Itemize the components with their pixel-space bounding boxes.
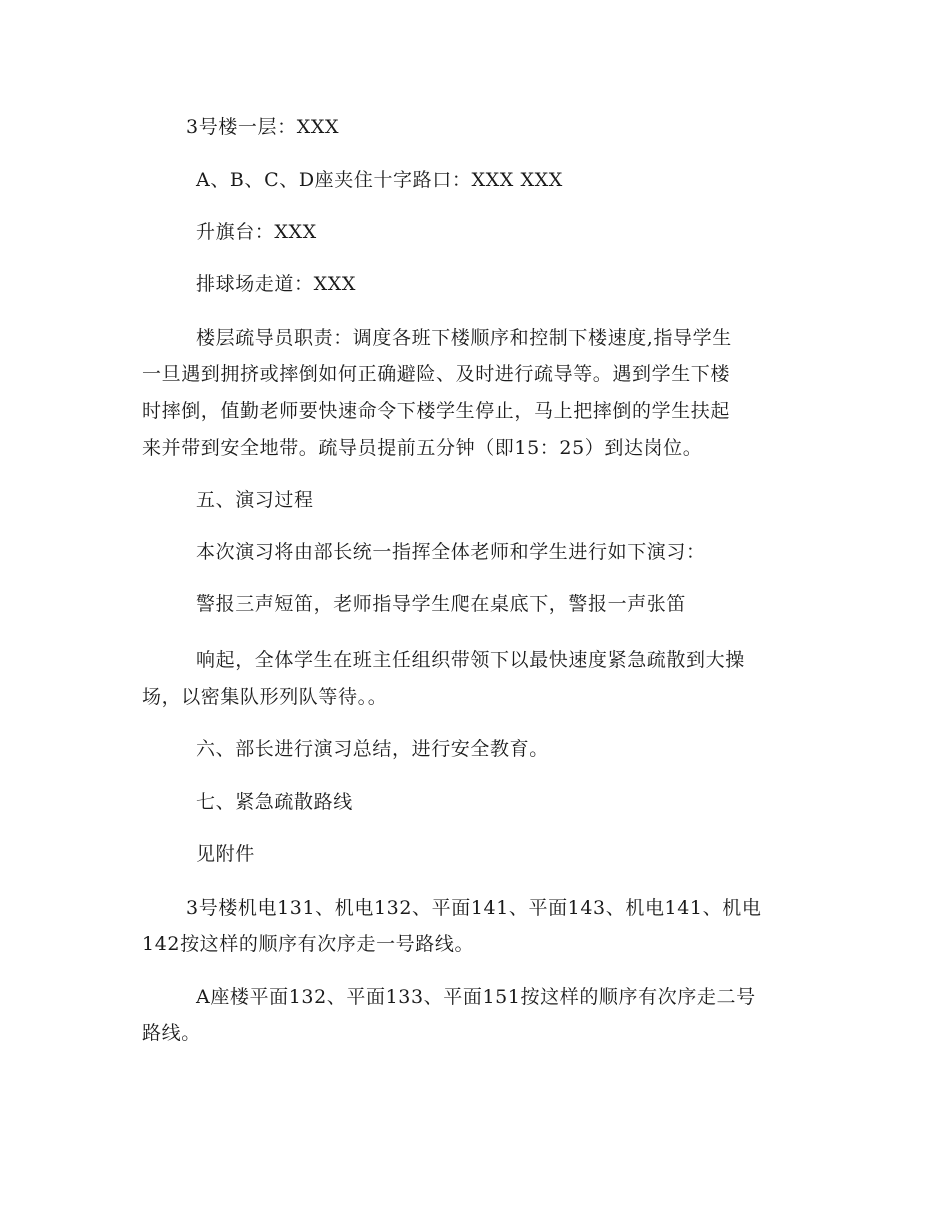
text-line: 响起，全体学生在班主任组织带领下以最快速度紧急疏散到大操 [196,649,745,671]
text-line: 路线。 [142,1022,201,1044]
text-line: 来并带到安全地带。疏导员提前五分钟（即15：25）到达岗位。 [142,437,703,459]
section-heading: 六、部长进行演习总结，进行安全教育。 [196,738,549,760]
text-line: 场，以密集队形列队等待。。 [142,686,388,708]
text-line: 时摔倒，值勤老师要快速命令下楼学生停止，马上把摔倒的学生扶起 [142,400,731,422]
text-line: 3号楼一层：XXX [186,116,340,138]
section-heading: 五、演习过程 [196,489,314,511]
text-line: A座楼平面132、平面133、平面151按这样的顺序有次序走二号 [196,986,756,1008]
text-line: 3号楼机电131、机电132、平面141、平面143、机电141、机电 [186,897,762,919]
text-line: 本次演习将由部长统一指挥全体老师和学生进行如下演习： [196,541,706,563]
text-line: 升旗台：XXX [196,221,317,243]
text-line: 警报三声短笛，老师指导学生爬在桌底下，警报一声张笛 [196,593,687,615]
text-line: 楼层疏导员职责：调度各班下楼顺序和控制下楼速度,指导学生 [196,327,732,349]
text-line: 排球场走道：XXX [196,273,356,295]
text-line: 142按这样的顺序有次序走一号路线。 [142,933,475,955]
text-line: 见附件 [196,843,255,865]
section-heading: 七、紧急疏散路线 [196,791,353,813]
text-line: A、B、C、D座夹住十字路口：XXX XXX [196,169,563,191]
text-line: 一旦遇到拥挤或摔倒如何正确避险、及时进行疏导等。遇到学生下楼 [142,363,731,385]
